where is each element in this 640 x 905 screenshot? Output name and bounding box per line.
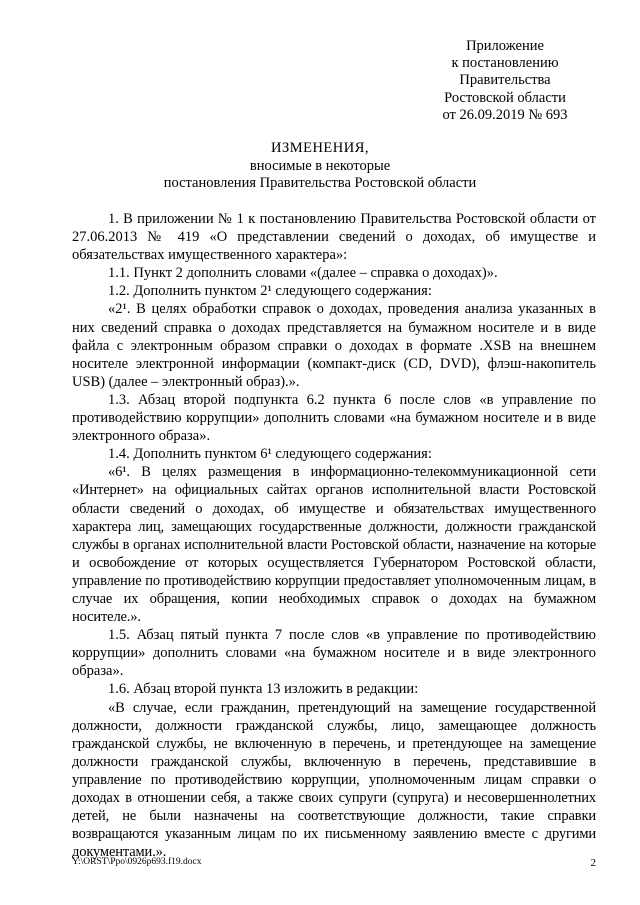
paragraph-1-6: 1.6. Абзац второй пункта 13 изложить в редакции: xyxy=(108,681,419,698)
paragraph-13-quote: «В случае, если гражданин, претендующий на замещение государственной должности, должности гражданской службы, лицо, замещающее должность гражданской службы, не включенную в перечень, и претендующее на замещение должности гражданской службы, включенную в перечень, представившие в управление по противодействию коррупции, уполномоченным лицам справки о доходах в отношении себя, а также своих супруги (супруга) и несовершеннолетних детей, не были назначены на соответствующие должности, такие справки возвращаются указанным лицам по их письменному заявлению вместе с другими документами.». xyxy=(72,699,596,861)
paragraph-1-1: 1.1. Пункт 2 дополнить словами «(далее – справка о доходах)». xyxy=(108,265,498,282)
page-number: 2 xyxy=(590,857,596,869)
paragraph-1: 1. В приложении № 1 к постановлению Правительства Ростовской области от 27.06.2013 № 419 «О представлении сведений о доходах, об имуществе и обязательствах имущественного характера»: xyxy=(72,211,596,264)
annex-line: Ростовской области xyxy=(444,89,566,106)
title-main: ИЗМЕНЕНИЯ, xyxy=(270,140,370,156)
page-footer xyxy=(72,857,596,869)
document-body xyxy=(72,210,596,861)
paragraph-1-2: 1.2. Дополнить пунктом 2¹ следующего содержания: xyxy=(108,283,432,300)
paragraph-2-1-quote: «2¹. В целях обработки справок о доходах, проведения анализа указанных в них сведений справка о доходах представляется на бумажном носителе и в виде файла с электронным образом справки о доходах в формате .XSB на внешнем носителе электронной информации (компакт-диск (CD, DVD), флэш-накопитель USB) (далее – электронный образ).». xyxy=(72,301,596,390)
document-title xyxy=(60,140,580,193)
annex-line: Приложение xyxy=(466,38,544,54)
annex-line: Правительства xyxy=(459,72,551,89)
annex-line: от 26.09.2019 № 693 xyxy=(442,106,568,123)
paragraph-1-5: 1.5. Абзац пятый пункта 7 после слов «в управление по противодействию коррупции» дополнить словами «на бумажном носителе и в виде электронного образа». xyxy=(72,627,596,680)
paragraph-1-3: 1.3. Абзац второй подпункта 6.2 пункта 6 после слов «в управление по противодействию коррупции» дополнить словами «на бумажном носителе и в виде электронного образа». xyxy=(72,391,596,445)
paragraph-1-4: 1.4. Дополнить пунктом 6¹ следующего содержания: xyxy=(108,446,432,463)
title-sub: постановления Правительства Ростовской области xyxy=(163,175,477,191)
annex-line: к постановлению xyxy=(451,55,559,72)
file-path: Y:\ORST\Ppo\0926p693.f19.docx xyxy=(72,857,202,867)
annex-header xyxy=(410,38,600,124)
paragraph-6-1-quote: «6¹. В целях размещения в информационно-телекоммуникационной сети «Интернет» на официальных сайтах органов исполнительной власти Ростовской области сведений о доходах, об имуществе и обязательствах имущественного характера лиц, замещающих государственные должности, должности гражданской службы в органах исполнительной власти Ростовской области, назначение на которые и освобождение от которых осуществляется Губернатором Ростовской области, управление по противодействию коррупции предоставляет уполномоченным лицам, в случае их обращения, копии необходимых справок о доходах на бумажном носителе.». xyxy=(72,464,596,626)
title-sub: вносимые в некоторые xyxy=(249,157,391,174)
